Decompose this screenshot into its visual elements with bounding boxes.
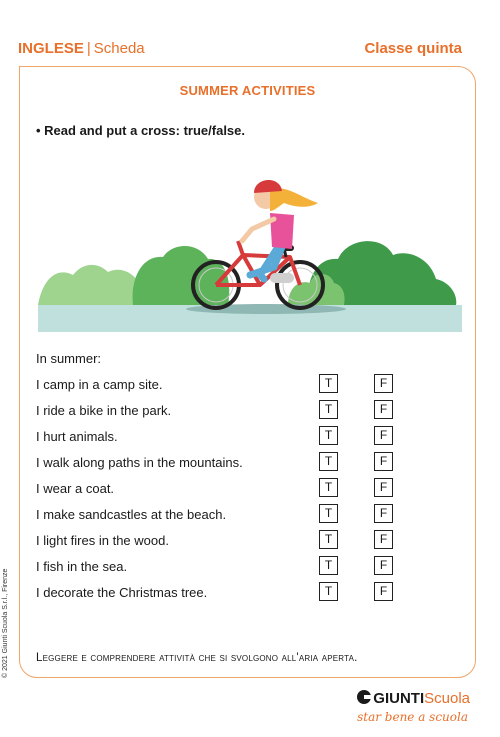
logo-tagline: star bene a scuola [357, 710, 468, 724]
true-checkbox[interactable]: T [319, 400, 338, 419]
statement-list [36, 375, 456, 609]
rider-arm [242, 219, 274, 241]
statement-row [36, 479, 456, 505]
false-checkbox[interactable]: F [374, 452, 393, 471]
rider-helmet [254, 180, 282, 193]
statement-text: I light fires in the wood. [36, 533, 169, 548]
statement-text: I walk along paths in the mountains. [36, 455, 243, 470]
statement-row [36, 453, 456, 479]
subject-label [18, 40, 145, 57]
intro-text: In summer: [36, 351, 102, 366]
class-level: Classe quinta [364, 40, 462, 57]
true-checkbox[interactable]: T [319, 452, 338, 471]
logo-suffix: Scuola [424, 690, 470, 707]
header-separator: | [86, 40, 91, 57]
statement-text: I ride a bike in the park. [36, 403, 172, 418]
learning-objective: Leggere e comprendere attività che si svolgono all'aria aperta. [36, 652, 358, 664]
subject: INGLESE [18, 40, 84, 57]
bush-left-dark [133, 246, 230, 305]
false-checkbox[interactable]: F [374, 400, 393, 419]
instruction: • Read and put a cross: true/false. [36, 123, 245, 138]
true-checkbox[interactable]: T [319, 478, 338, 497]
statement-text: I make sandcastles at the beach. [36, 507, 227, 522]
statement-row [36, 531, 456, 557]
worksheet-card [19, 66, 476, 678]
giunti-g-icon [357, 690, 371, 704]
true-checkbox[interactable]: T [319, 556, 338, 575]
statement-text: I camp in a camp site. [36, 377, 163, 392]
worksheet-type: Scheda [93, 40, 145, 57]
rider-hair [270, 188, 318, 211]
true-checkbox[interactable]: T [319, 504, 338, 523]
false-checkbox[interactable]: F [374, 504, 393, 523]
true-checkbox[interactable]: T [319, 530, 338, 549]
true-checkbox[interactable]: T [319, 374, 338, 393]
statement-text: I wear a coat. [36, 481, 115, 496]
statement-text: I decorate the Christmas tree. [36, 585, 208, 600]
statement-row [36, 375, 456, 401]
logo-name: GIUNTI [373, 690, 425, 707]
cyclist-illustration [38, 167, 462, 332]
statement-row [36, 401, 456, 427]
false-checkbox[interactable]: F [374, 530, 393, 549]
statement-row [36, 557, 456, 583]
publisher-logo [350, 690, 470, 730]
copyright-notice: © 2021 Giunti Scuola S.r.l., Firenze [2, 568, 9, 678]
logo-wordmark [357, 690, 470, 707]
false-checkbox[interactable]: F [374, 582, 393, 601]
statement-row [36, 583, 456, 609]
false-checkbox[interactable]: F [374, 374, 393, 393]
false-checkbox[interactable]: F [374, 426, 393, 445]
false-checkbox[interactable]: F [374, 556, 393, 575]
true-checkbox[interactable]: T [319, 426, 338, 445]
statement-text: I hurt animals. [36, 429, 118, 444]
true-checkbox[interactable]: T [319, 582, 338, 601]
statement-row [36, 427, 456, 453]
false-checkbox[interactable]: F [374, 478, 393, 497]
page-header [0, 0, 500, 66]
statement-text: I fish in the sea. [36, 559, 128, 574]
worksheet-title: SUMMER ACTIVITIES [179, 83, 316, 98]
statement-row [36, 505, 456, 531]
